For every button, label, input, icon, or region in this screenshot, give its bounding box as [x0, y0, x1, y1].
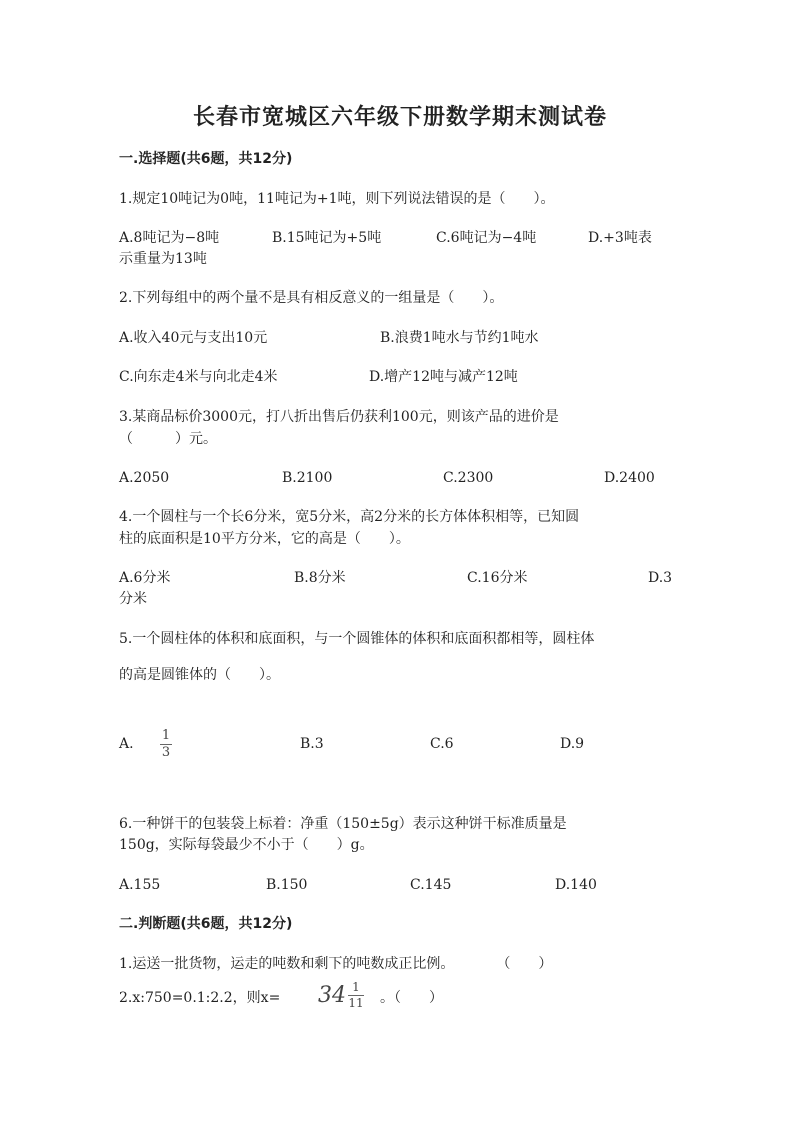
q4-option-b: B.8分米	[294, 570, 346, 586]
q2-option-d: D.增产12吨与减产12吨	[369, 369, 518, 385]
section-heading-choice: 一.选择题(共6题，共12分)	[119, 151, 293, 167]
q1-option-b: B.15吨记为+5吨	[272, 230, 382, 246]
q4-option-a: A.6分米	[119, 570, 171, 586]
q4-option-d: D.3	[648, 570, 673, 586]
q1-option-a: A.8吨记为−8吨	[119, 230, 220, 246]
q5-option-d: D.9	[560, 736, 585, 752]
q1-option-d: D.+3吨表	[588, 230, 652, 246]
judgement-1: 1.运送一批货物，运走的吨数和剩下的吨数成正比例。 （ ）	[119, 956, 553, 972]
judgement-2-suffix: 。（ ）	[380, 990, 443, 1006]
question-5-stem-cont: 的高是圆锥体的（ ）。	[119, 667, 280, 683]
question-1-stem: 1.规定10吨记为0吨，11吨记为+1吨，则下列说法错误的是（ ）。	[119, 191, 555, 207]
q6-option-d: D.140	[555, 877, 597, 893]
q4-option-c: C.16分米	[467, 570, 528, 586]
fraction-denominator: 11	[348, 996, 364, 1010]
fraction-numerator: 1	[352, 980, 360, 994]
q3-option-a: A.2050	[119, 470, 170, 486]
section-heading-judgement: 二.判断题(共6题，共12分)	[119, 916, 293, 932]
q4-option-d-cont: 分米	[119, 591, 147, 607]
q5-option-a-label: A.	[119, 736, 134, 752]
q3-option-c: C.2300	[443, 470, 494, 486]
question-4-stem: 4.一个圆柱与一个长6分米，宽5分米，高2分米的长方体体积相等，已知圆	[119, 509, 580, 525]
q3-option-d: D.2400	[604, 470, 655, 486]
mixed-number-whole: 34	[318, 983, 346, 1008]
question-3-stem: 3.某商品标价3000元，打八折出售后仍获利100元，则该产品的进价是	[119, 409, 559, 425]
q6-option-b: B.150	[266, 877, 308, 893]
question-3-stem-cont: （ ）元。	[119, 431, 217, 447]
q6-option-c: C.145	[410, 877, 452, 893]
q2-option-c: C.向东走4米与向北走4米	[119, 369, 278, 385]
fraction-numerator: 1	[161, 728, 171, 743]
question-2-stem: 2.下列每组中的两个量不是具有相反意义的一组量是（ ）。	[119, 290, 504, 306]
question-5-stem: 5.一个圆柱体的体积和底面积，与一个圆锥体的体积和底面积都相等，圆柱体	[119, 631, 595, 647]
q5-option-c: C.6	[430, 736, 454, 752]
q6-option-a: A.155	[119, 877, 161, 893]
q5-option-b: B.3	[300, 736, 324, 752]
question-6-stem-cont: 150g，实际每袋最少不小于（ ）g。	[119, 837, 374, 853]
q1-option-c: C.6吨记为−4吨	[436, 230, 537, 246]
q2-option-a: A.收入40元与支出10元	[119, 330, 268, 346]
q3-option-b: B.2100	[282, 470, 333, 486]
q1-option-d-cont: 示重量为13吨	[119, 251, 207, 267]
q2-option-b: B.浪费1吨水与节约1吨水	[380, 330, 539, 346]
mixed-number-fraction	[348, 981, 364, 1010]
judgement-2-prefix: 2.x:750=0.1:2.2，则x=	[119, 990, 281, 1006]
judgement-2-mixed-number	[318, 981, 364, 1010]
question-4-stem-cont: 柱的底面积是10平方分米，它的高是（ ）。	[119, 531, 410, 547]
page-title: 长春市宽城区六年级下册数学期末测试卷	[192, 105, 607, 130]
q5-option-a-fraction	[160, 729, 172, 760]
question-6-stem: 6.一种饼干的包装袋上标着：净重（150±5g）表示这种饼干标准质量是	[119, 816, 567, 832]
fraction-denominator: 3	[161, 745, 171, 760]
